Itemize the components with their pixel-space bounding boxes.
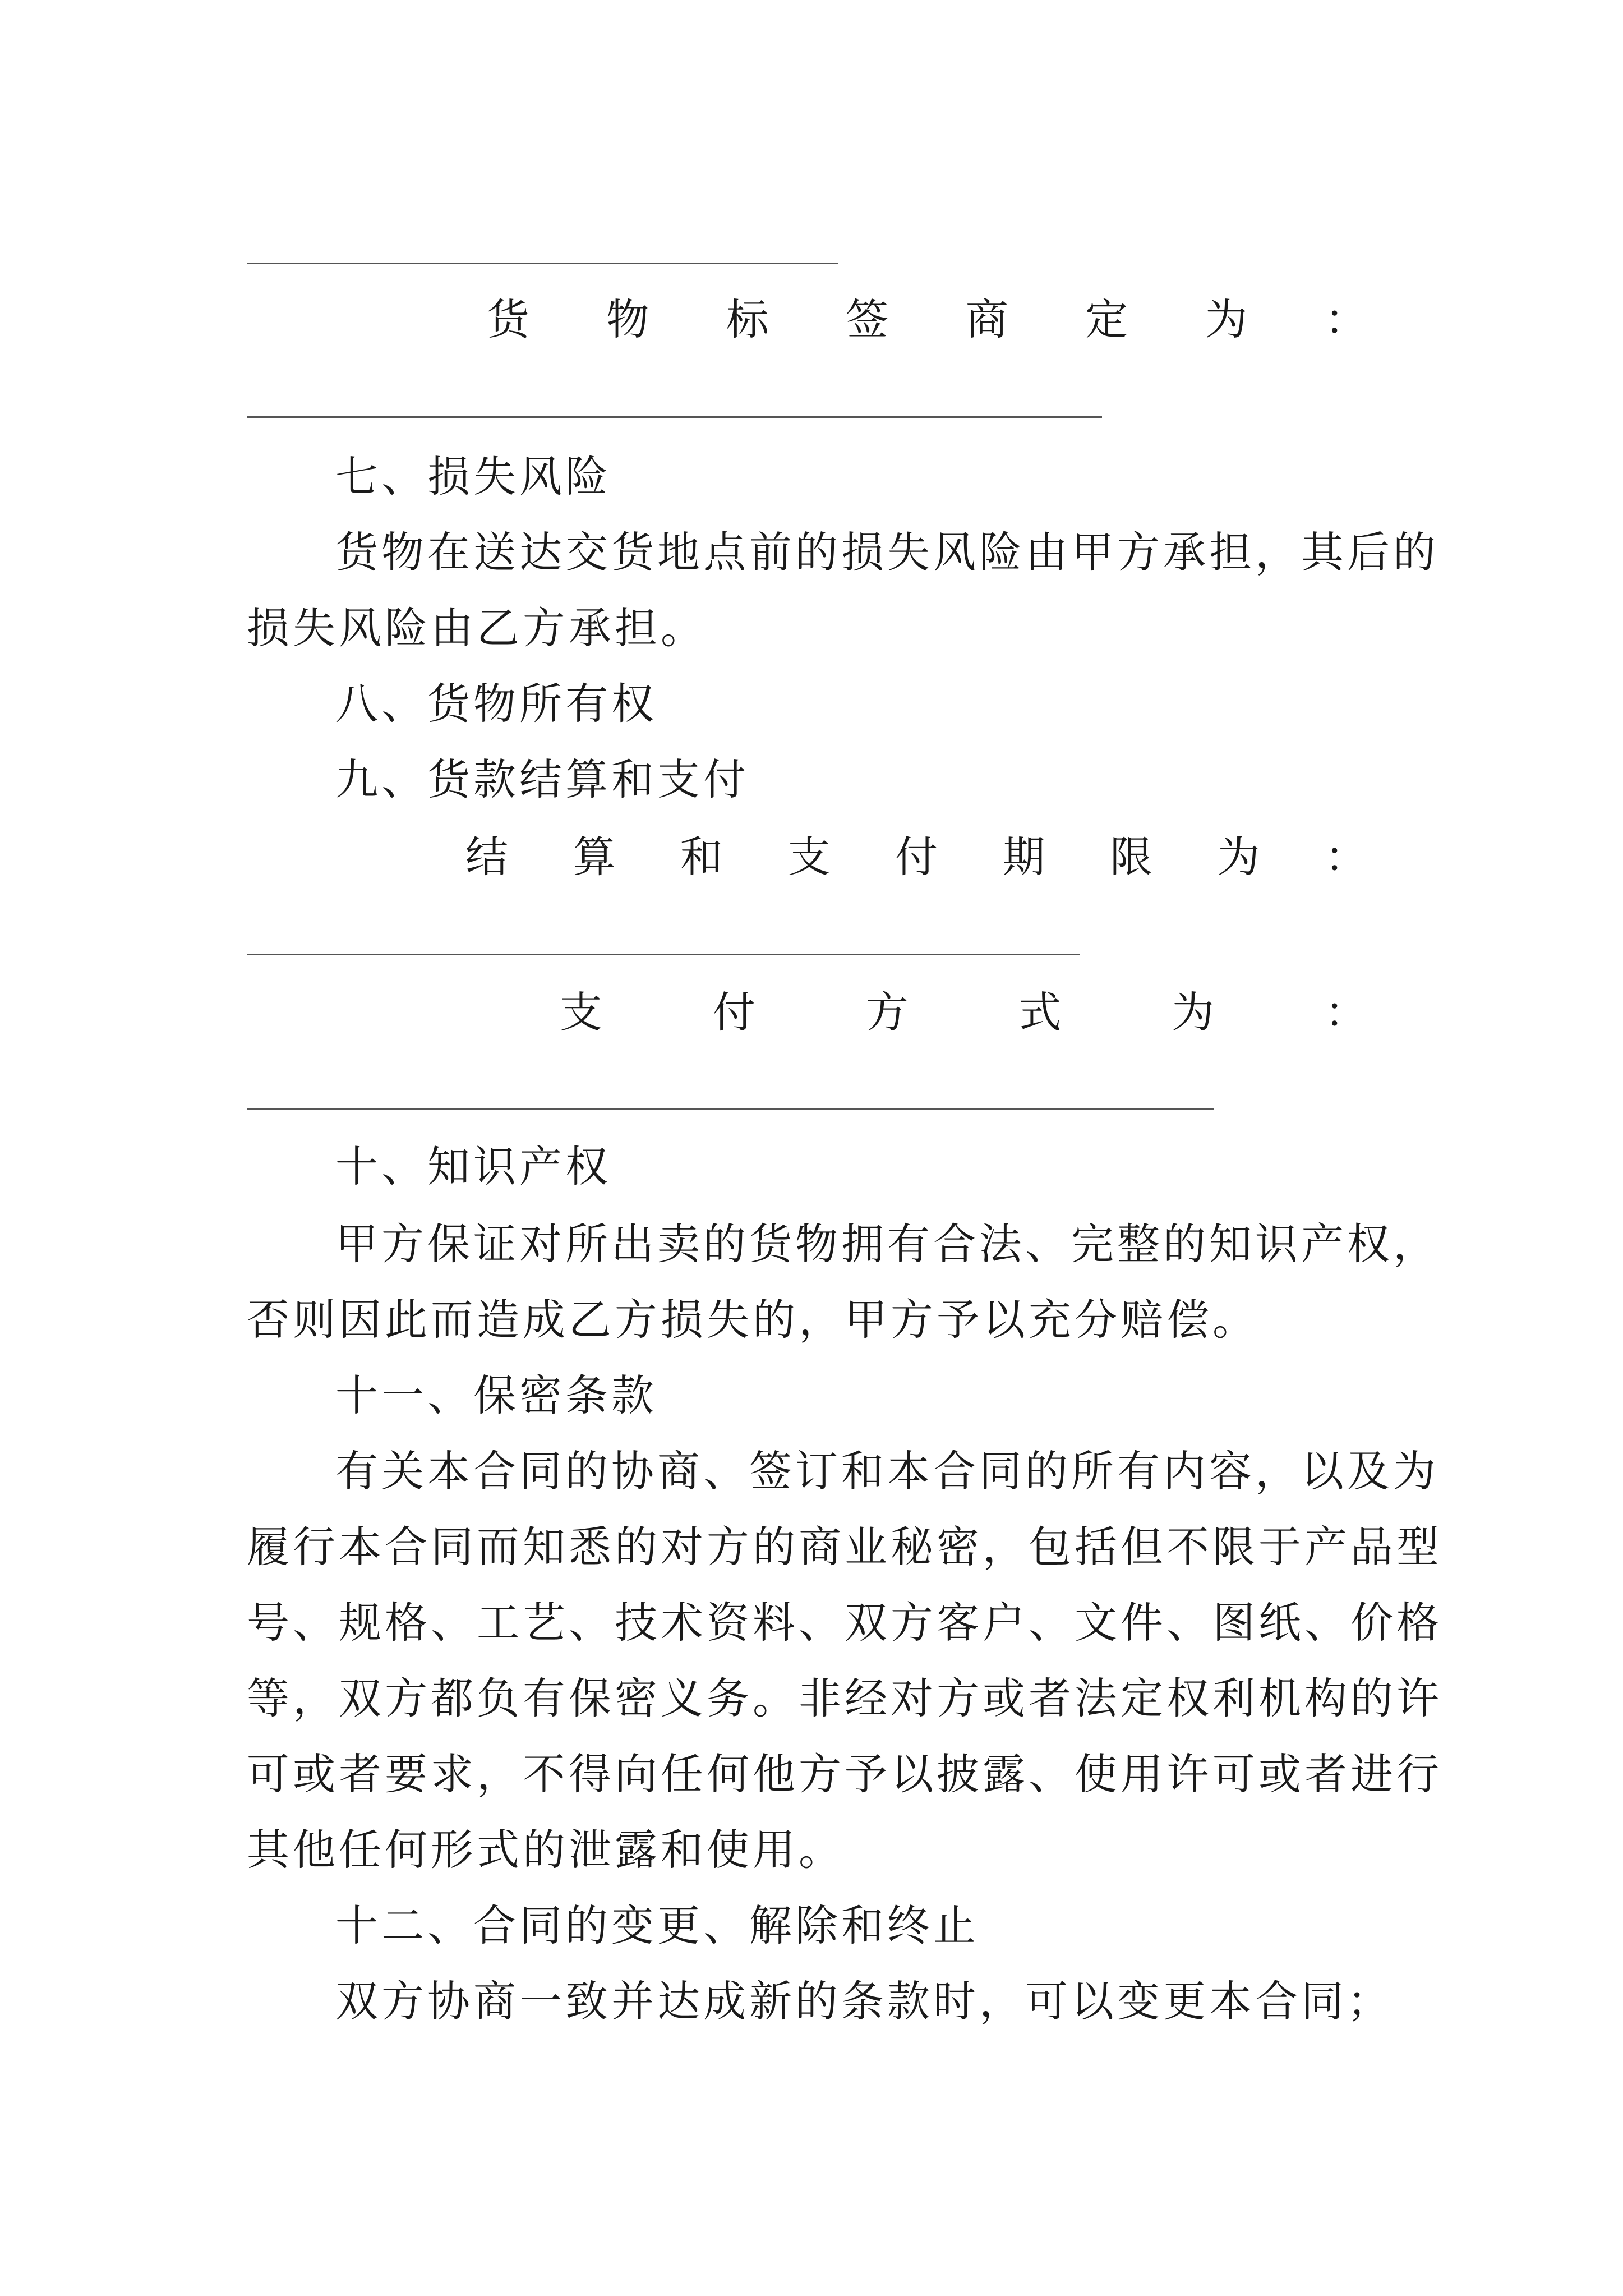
char: 物 xyxy=(606,295,649,344)
char: 支 xyxy=(787,832,831,882)
section-7-body: 货物在送达交货地点前的损失风险由甲方承担，其后的 xyxy=(335,527,1439,577)
char: 为 xyxy=(1217,832,1260,882)
settlement-period-line xyxy=(465,829,1367,885)
char: ： xyxy=(1324,295,1367,344)
section-10-body: 否则因此而造成乙方损失的，甲方予以充分赔偿。 xyxy=(247,1295,1258,1345)
char: 算 xyxy=(573,832,616,882)
blank-line xyxy=(247,954,1080,955)
section-7-body: 损失风险由乙方承担。 xyxy=(247,603,707,653)
char: 为 xyxy=(1172,987,1215,1037)
char: 为 xyxy=(1205,295,1248,344)
blank-line xyxy=(247,1108,1214,1110)
section-11-title: 十一、保密条款 xyxy=(335,1370,657,1420)
section-9-title: 九、货款结算和支付 xyxy=(335,754,749,804)
char: 付 xyxy=(712,987,755,1037)
blank-line xyxy=(247,263,838,264)
section-12-title: 十二、合同的变更、解除和终止 xyxy=(335,1901,979,1950)
char: 式 xyxy=(1018,987,1062,1037)
char: 期 xyxy=(1002,832,1045,882)
char: 限 xyxy=(1110,832,1152,882)
blank-line xyxy=(247,416,1102,418)
section-11-body: 号、规格、工艺、技术资料、双方客户、文件、图纸、价格 xyxy=(247,1598,1442,1648)
section-10-body: 甲方保证对所出卖的货物拥有合法、完整的知识产权， xyxy=(335,1219,1439,1269)
section-12-body: 双方协商一致并达成新的条款时，可以变更本合同； xyxy=(335,1976,1393,2026)
section-11-body: 等，双方都负有保密义务。非经对方或者法定权利机构的许 xyxy=(247,1673,1442,1723)
section-11-body: 有关本合同的协商、签订和本合同的所有内容，以及为 xyxy=(335,1446,1439,1496)
char: 方 xyxy=(865,987,909,1037)
char: 标 xyxy=(726,295,769,344)
char: 商 xyxy=(965,295,1008,344)
char: 付 xyxy=(895,832,938,882)
goods-label-line xyxy=(487,292,1367,348)
char: ： xyxy=(1324,987,1367,1037)
char: 定 xyxy=(1085,295,1128,344)
section-11-body: 履行本合同而知悉的对方的商业秘密，包括但不限于产品型 xyxy=(247,1522,1442,1572)
char: ： xyxy=(1325,832,1367,882)
char: 签 xyxy=(846,295,889,344)
section-8-title: 八、货物所有权 xyxy=(335,679,657,729)
char: 结 xyxy=(465,832,508,882)
section-11-body: 其他任何形式的泄露和使用。 xyxy=(247,1825,845,1875)
char: 支 xyxy=(560,987,602,1037)
section-10-title: 十、知识产权 xyxy=(335,1142,611,1191)
char: 和 xyxy=(680,832,723,882)
char: 货 xyxy=(487,295,529,344)
payment-method-line xyxy=(560,984,1367,1041)
section-7-title: 七、损失风险 xyxy=(335,452,611,501)
section-11-body: 可或者要求，不得向任何他方予以披露、使用许可或者进行 xyxy=(247,1749,1442,1799)
